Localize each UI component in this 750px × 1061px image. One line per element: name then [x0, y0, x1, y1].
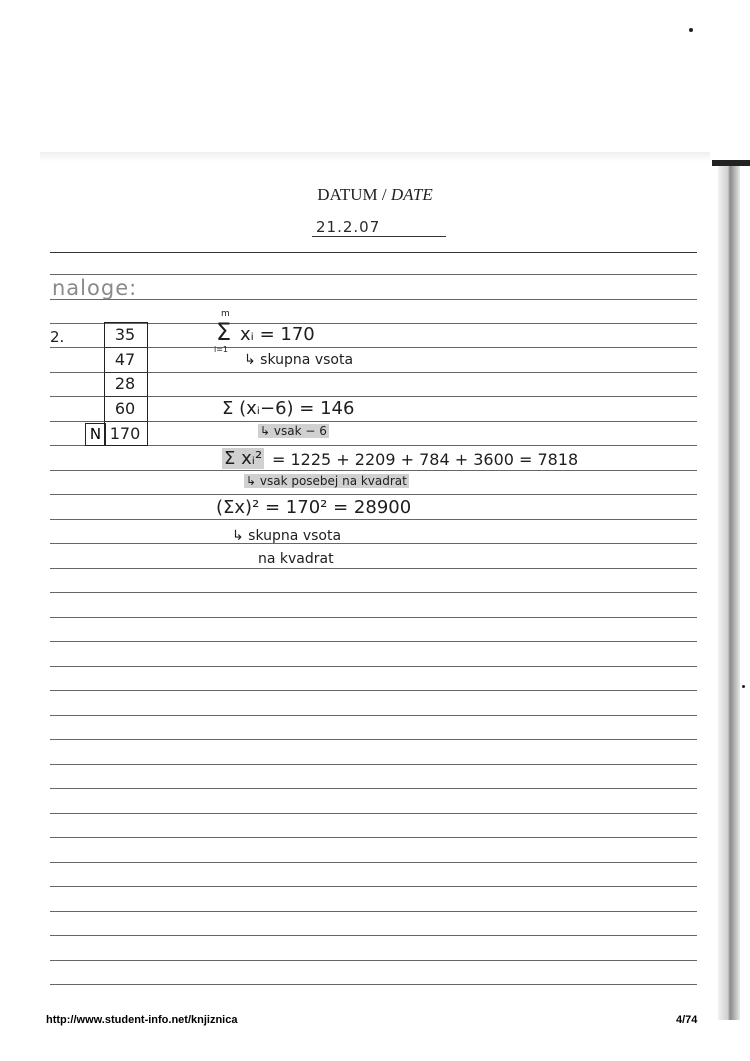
equation-minus-six-note: ↳ vsak − 6	[260, 424, 327, 438]
ruled-line	[50, 666, 697, 667]
ruled-line	[50, 911, 697, 912]
ruled-line	[50, 935, 697, 936]
date-label-en: DATE	[390, 185, 433, 204]
equation-sum-squares-note: ↳ vsak posebej na kvadrat	[246, 474, 407, 488]
ruled-line	[50, 470, 697, 471]
scan-speck	[689, 28, 693, 32]
ruled-line	[50, 568, 697, 569]
table-total-label: N	[85, 423, 106, 446]
table-divider	[104, 396, 148, 397]
date-value: 21.2.07	[312, 218, 446, 237]
table-value: 47	[114, 350, 136, 369]
table-divider	[104, 372, 148, 373]
ruled-line	[50, 641, 697, 642]
ruled-line	[50, 274, 697, 275]
page-number: 4/74	[676, 1014, 698, 1026]
sum-symbol: Σ	[216, 318, 232, 346]
equation-sum-squares-lhs: Σ xᵢ²	[224, 448, 263, 469]
equation-square-of-sum-note: ↳ skupna vsota	[232, 528, 342, 544]
sum-lower-limit: i=1	[214, 345, 229, 354]
page-edge	[718, 160, 740, 1020]
ruled-line	[50, 592, 697, 593]
equation-sum: xᵢ = 170	[240, 324, 315, 345]
ruled-line	[50, 519, 697, 520]
equation-sum-note: ↳ skupna vsota	[244, 352, 354, 368]
scan-speck	[742, 685, 745, 688]
date-label: DATUM	[317, 185, 378, 204]
table-divider	[104, 347, 148, 348]
task-number: 2.	[50, 328, 65, 346]
ruled-line	[50, 788, 697, 789]
ruled-line	[50, 764, 697, 765]
sum-upper-limit: m	[221, 309, 230, 319]
ruled-line	[50, 715, 697, 716]
ruled-line	[50, 494, 697, 495]
section-title: naloge:	[52, 276, 138, 300]
table-total-value: 170	[109, 424, 141, 443]
ruled-line	[50, 252, 697, 253]
date-separator: /	[381, 185, 387, 204]
table-divider	[104, 421, 148, 422]
ruled-line	[50, 837, 697, 838]
table-value: 28	[114, 374, 136, 393]
equation-minus-six: Σ (xᵢ−6) = 146	[222, 398, 355, 419]
ruled-line	[50, 690, 697, 691]
table-value: 35	[114, 325, 136, 344]
ruled-line	[50, 960, 697, 961]
ruled-line	[50, 617, 697, 618]
equation-sum-squares-rhs: = 1225 + 2209 + 784 + 3600 = 7818	[272, 450, 579, 469]
scan-shadow	[40, 152, 710, 162]
ruled-line	[50, 299, 697, 300]
ruled-line	[50, 984, 697, 985]
ruled-line	[50, 886, 697, 887]
page-edge-tab	[712, 160, 750, 166]
table-value: 60	[114, 399, 136, 418]
footer-link[interactable]: http://www.student-info.net/knjiznica	[46, 1014, 238, 1026]
equation-square-of-sum-note: na kvadrat	[258, 551, 334, 567]
ruled-line	[50, 862, 697, 863]
ruled-line	[50, 543, 697, 544]
equation-square-of-sum: (Σx)² = 170² = 28900	[216, 497, 412, 518]
ruled-line	[50, 739, 697, 740]
date-header	[240, 185, 510, 205]
ruled-line	[50, 813, 697, 814]
